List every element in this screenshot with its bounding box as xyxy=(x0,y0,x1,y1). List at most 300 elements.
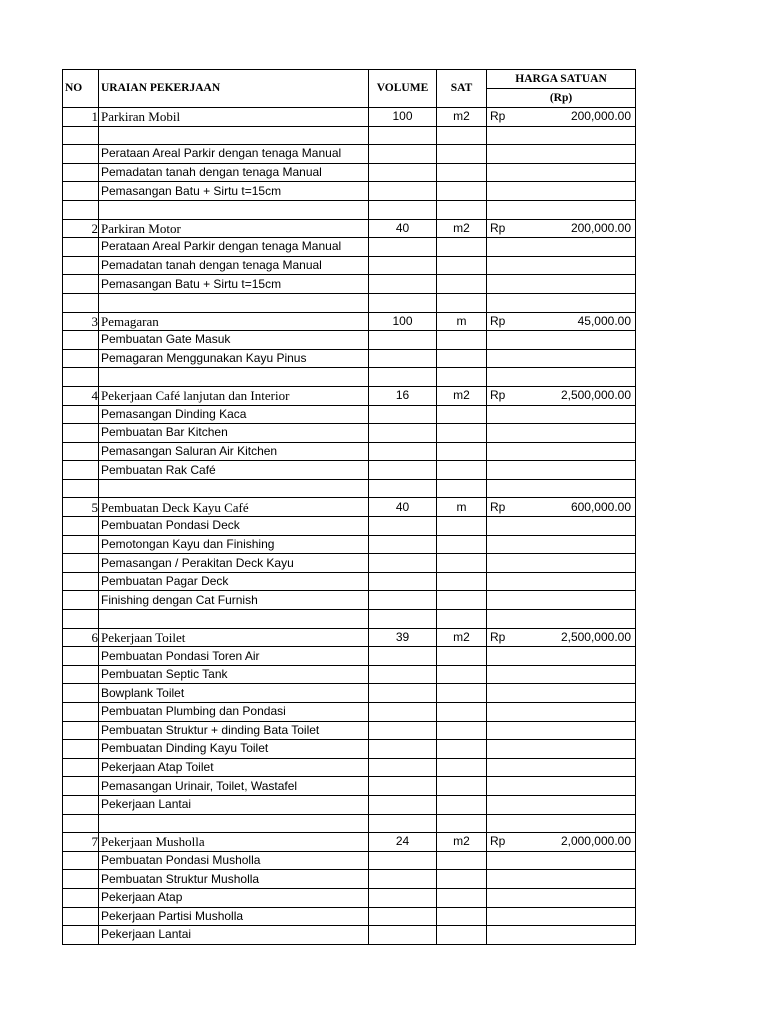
item-uraian: Pembuatan Bar Kitchen xyxy=(99,424,369,443)
item-no xyxy=(63,442,99,461)
item-currency xyxy=(487,145,517,164)
item-sat xyxy=(437,517,487,536)
item-sat xyxy=(437,331,487,350)
item-currency xyxy=(487,238,517,257)
item-price xyxy=(517,275,636,294)
section-currency: Rp xyxy=(487,108,517,127)
section-sat: m2 xyxy=(437,386,487,405)
section-row xyxy=(63,219,636,238)
item-sat xyxy=(437,405,487,424)
item-uraian: Pemotongan Kayu dan Finishing xyxy=(99,535,369,554)
item-uraian: Pembuatan Septic Tank xyxy=(99,665,369,684)
cell-uraian xyxy=(99,610,369,629)
item-volume xyxy=(369,665,437,684)
item-uraian: Pemasangan Batu + Sirtu t=15cm xyxy=(99,275,369,294)
item-volume xyxy=(369,888,437,907)
item-price xyxy=(517,331,636,350)
header-no: NO xyxy=(63,70,99,108)
item-price xyxy=(517,795,636,814)
item-row xyxy=(63,349,636,368)
item-currency xyxy=(487,888,517,907)
item-no xyxy=(63,703,99,722)
cell-sat xyxy=(437,479,487,498)
item-uraian: Pembuatan Dinding Kayu Toilet xyxy=(99,740,369,759)
section-currency: Rp xyxy=(487,628,517,647)
item-no xyxy=(63,554,99,573)
item-no xyxy=(63,163,99,182)
item-no xyxy=(63,777,99,796)
item-sat xyxy=(437,442,487,461)
item-no xyxy=(63,851,99,870)
cell-no xyxy=(63,200,99,219)
cell-no xyxy=(63,368,99,387)
item-uraian: Bowplank Toilet xyxy=(99,684,369,703)
item-no xyxy=(63,740,99,759)
cell-price xyxy=(517,200,636,219)
item-row xyxy=(63,777,636,796)
item-row xyxy=(63,740,636,759)
section-sat: m2 xyxy=(437,219,487,238)
section-price: 2,000,000.00 xyxy=(517,833,636,852)
item-price xyxy=(517,740,636,759)
cell-sat xyxy=(437,610,487,629)
item-volume xyxy=(369,795,437,814)
item-price xyxy=(517,424,636,443)
item-sat xyxy=(437,851,487,870)
section-number: 7 xyxy=(63,833,99,852)
item-no xyxy=(63,256,99,275)
item-row xyxy=(63,851,636,870)
section-currency: Rp xyxy=(487,833,517,852)
section-price: 2,500,000.00 xyxy=(517,386,636,405)
section-sat: m2 xyxy=(437,628,487,647)
cell-volume xyxy=(369,126,437,145)
section-number: 1 xyxy=(63,108,99,127)
item-currency xyxy=(487,535,517,554)
item-sat xyxy=(437,795,487,814)
cell-sat xyxy=(437,200,487,219)
item-price xyxy=(517,256,636,275)
item-row xyxy=(63,182,636,201)
item-volume xyxy=(369,145,437,164)
item-row xyxy=(63,535,636,554)
item-row xyxy=(63,405,636,424)
item-currency xyxy=(487,182,517,201)
item-row xyxy=(63,795,636,814)
item-currency xyxy=(487,647,517,666)
section-row xyxy=(63,312,636,331)
section-volume: 16 xyxy=(369,386,437,405)
item-volume xyxy=(369,349,437,368)
cell-price xyxy=(517,479,636,498)
section-sat: m2 xyxy=(437,833,487,852)
item-row xyxy=(63,572,636,591)
item-row xyxy=(63,870,636,889)
item-uraian: Pembuatan Pondasi Deck xyxy=(99,517,369,536)
item-price xyxy=(517,163,636,182)
item-currency xyxy=(487,591,517,610)
section-number: 3 xyxy=(63,312,99,331)
cell-no xyxy=(63,126,99,145)
item-row xyxy=(63,888,636,907)
cell-uraian xyxy=(99,293,369,312)
item-volume xyxy=(369,870,437,889)
item-sat xyxy=(437,275,487,294)
item-price xyxy=(517,888,636,907)
item-uraian: Pembuatan Rak Café xyxy=(99,461,369,480)
item-sat xyxy=(437,647,487,666)
item-row xyxy=(63,758,636,777)
item-sat xyxy=(437,424,487,443)
section-currency: Rp xyxy=(487,498,517,517)
item-sat xyxy=(437,684,487,703)
spacer-row xyxy=(63,479,636,498)
item-row xyxy=(63,703,636,722)
item-sat xyxy=(437,777,487,796)
item-price xyxy=(517,442,636,461)
item-volume xyxy=(369,461,437,480)
item-volume xyxy=(369,703,437,722)
item-volume xyxy=(369,851,437,870)
item-currency xyxy=(487,851,517,870)
item-sat xyxy=(437,703,487,722)
item-uraian: Perataan Areal Parkir dengan tenaga Manual xyxy=(99,238,369,257)
item-price xyxy=(517,647,636,666)
section-row xyxy=(63,628,636,647)
item-uraian: Pembuatan Gate Masuk xyxy=(99,331,369,350)
item-uraian: Pembuatan Struktur Musholla xyxy=(99,870,369,889)
item-no xyxy=(63,572,99,591)
header-row xyxy=(63,70,636,89)
item-volume xyxy=(369,684,437,703)
section-title: Pekerjaan Café lanjutan dan Interior xyxy=(99,386,369,405)
item-currency xyxy=(487,795,517,814)
item-currency xyxy=(487,758,517,777)
item-no xyxy=(63,331,99,350)
item-price xyxy=(517,926,636,945)
item-currency xyxy=(487,572,517,591)
header-harga-unit: (Rp) xyxy=(487,89,636,108)
item-no xyxy=(63,926,99,945)
section-title: Parkiran Mobil xyxy=(99,108,369,127)
item-sat xyxy=(437,721,487,740)
item-uraian: Pemasangan / Perakitan Deck Kayu xyxy=(99,554,369,573)
item-no xyxy=(63,870,99,889)
item-price xyxy=(517,777,636,796)
header-uraian: URAIAN PEKERJAAN xyxy=(99,70,369,108)
cell-currency xyxy=(487,293,517,312)
item-row xyxy=(63,256,636,275)
item-volume xyxy=(369,256,437,275)
item-row xyxy=(63,591,636,610)
section-sat: m xyxy=(437,498,487,517)
cell-sat xyxy=(437,368,487,387)
item-uraian: Pemadatan tanah dengan tenaga Manual xyxy=(99,163,369,182)
item-sat xyxy=(437,740,487,759)
spacer-row xyxy=(63,293,636,312)
cell-uraian xyxy=(99,368,369,387)
item-row xyxy=(63,424,636,443)
item-row xyxy=(63,721,636,740)
item-volume xyxy=(369,182,437,201)
table-body xyxy=(63,70,636,945)
spacer-row xyxy=(63,200,636,219)
section-title: Pemagaran xyxy=(99,312,369,331)
item-no xyxy=(63,665,99,684)
section-volume: 100 xyxy=(369,108,437,127)
section-currency: Rp xyxy=(487,219,517,238)
item-uraian: Pembuatan Pondasi Toren Air xyxy=(99,647,369,666)
item-volume xyxy=(369,442,437,461)
item-volume xyxy=(369,907,437,926)
item-price xyxy=(517,182,636,201)
section-sat: m2 xyxy=(437,108,487,127)
item-sat xyxy=(437,535,487,554)
cell-currency xyxy=(487,479,517,498)
item-no xyxy=(63,647,99,666)
item-price xyxy=(517,703,636,722)
item-no xyxy=(63,684,99,703)
spacer-row xyxy=(63,610,636,629)
cell-sat xyxy=(437,814,487,833)
item-volume xyxy=(369,331,437,350)
item-currency xyxy=(487,349,517,368)
item-uraian: Pembuatan Struktur + dinding Bata Toilet xyxy=(99,721,369,740)
item-currency xyxy=(487,461,517,480)
item-no xyxy=(63,517,99,536)
section-number: 4 xyxy=(63,386,99,405)
item-price xyxy=(517,517,636,536)
item-no xyxy=(63,349,99,368)
item-uraian: Pekerjaan Atap xyxy=(99,888,369,907)
item-volume xyxy=(369,721,437,740)
item-volume xyxy=(369,758,437,777)
item-uraian: Pemadatan tanah dengan tenaga Manual xyxy=(99,256,369,275)
section-currency: Rp xyxy=(487,386,517,405)
item-no xyxy=(63,758,99,777)
cell-no xyxy=(63,610,99,629)
cell-volume xyxy=(369,293,437,312)
item-sat xyxy=(437,182,487,201)
item-volume xyxy=(369,572,437,591)
item-sat xyxy=(437,888,487,907)
item-sat xyxy=(437,870,487,889)
cell-currency xyxy=(487,368,517,387)
section-volume: 40 xyxy=(369,219,437,238)
item-volume xyxy=(369,647,437,666)
cell-uraian xyxy=(99,814,369,833)
item-row xyxy=(63,275,636,294)
item-uraian: Pekerjaan Lantai xyxy=(99,795,369,814)
item-price xyxy=(517,405,636,424)
item-row xyxy=(63,461,636,480)
cell-volume xyxy=(369,368,437,387)
item-currency xyxy=(487,926,517,945)
section-volume: 39 xyxy=(369,628,437,647)
item-no xyxy=(63,721,99,740)
cell-uraian xyxy=(99,479,369,498)
item-row xyxy=(63,554,636,573)
item-sat xyxy=(437,907,487,926)
item-price xyxy=(517,238,636,257)
item-price xyxy=(517,591,636,610)
item-volume xyxy=(369,275,437,294)
item-row xyxy=(63,163,636,182)
cell-price xyxy=(517,368,636,387)
section-currency: Rp xyxy=(487,312,517,331)
section-title: Pekerjaan Toilet xyxy=(99,628,369,647)
header-sat: SAT xyxy=(437,70,487,108)
item-row xyxy=(63,145,636,164)
item-volume xyxy=(369,535,437,554)
item-currency xyxy=(487,740,517,759)
item-currency xyxy=(487,907,517,926)
section-volume: 100 xyxy=(369,312,437,331)
item-price xyxy=(517,665,636,684)
item-price xyxy=(517,349,636,368)
item-no xyxy=(63,907,99,926)
cell-uraian xyxy=(99,126,369,145)
item-currency xyxy=(487,554,517,573)
item-price xyxy=(517,907,636,926)
item-currency xyxy=(487,256,517,275)
item-uraian: Pemagaran Menggunakan Kayu Pinus xyxy=(99,349,369,368)
header-volume: VOLUME xyxy=(369,70,437,108)
cell-sat xyxy=(437,126,487,145)
item-currency xyxy=(487,684,517,703)
cell-price xyxy=(517,610,636,629)
cell-price xyxy=(517,293,636,312)
item-sat xyxy=(437,238,487,257)
section-price: 45,000.00 xyxy=(517,312,636,331)
item-no xyxy=(63,461,99,480)
item-currency xyxy=(487,870,517,889)
item-no xyxy=(63,795,99,814)
item-uraian: Finishing dengan Cat Furnish xyxy=(99,591,369,610)
item-row xyxy=(63,684,636,703)
section-price: 200,000.00 xyxy=(517,219,636,238)
item-volume xyxy=(369,163,437,182)
item-uraian: Pembuatan Plumbing dan Pondasi xyxy=(99,703,369,722)
cell-currency xyxy=(487,610,517,629)
cell-price xyxy=(517,126,636,145)
item-volume xyxy=(369,926,437,945)
cell-no xyxy=(63,479,99,498)
section-sat: m xyxy=(437,312,487,331)
cell-volume xyxy=(369,610,437,629)
cell-volume xyxy=(369,814,437,833)
section-title: Pembuatan Deck Kayu Café xyxy=(99,498,369,517)
blank-row xyxy=(63,126,636,145)
item-price xyxy=(517,535,636,554)
item-row xyxy=(63,665,636,684)
item-row xyxy=(63,442,636,461)
cell-uraian xyxy=(99,200,369,219)
item-price xyxy=(517,851,636,870)
item-row xyxy=(63,907,636,926)
item-uraian: Pemasangan Dinding Kaca xyxy=(99,405,369,424)
item-no xyxy=(63,182,99,201)
item-price xyxy=(517,684,636,703)
item-price xyxy=(517,461,636,480)
item-currency xyxy=(487,405,517,424)
item-price xyxy=(517,870,636,889)
cell-price xyxy=(517,814,636,833)
item-currency xyxy=(487,442,517,461)
section-row xyxy=(63,498,636,517)
item-uraian: Pekerjaan Lantai xyxy=(99,926,369,945)
item-no xyxy=(63,888,99,907)
item-volume xyxy=(369,554,437,573)
section-volume: 24 xyxy=(369,833,437,852)
item-currency xyxy=(487,721,517,740)
header-harga: HARGA SATUAN xyxy=(487,70,636,89)
item-volume xyxy=(369,405,437,424)
item-no xyxy=(63,535,99,554)
spacer-row xyxy=(63,814,636,833)
item-sat xyxy=(437,145,487,164)
item-currency xyxy=(487,703,517,722)
item-no xyxy=(63,405,99,424)
section-number: 2 xyxy=(63,219,99,238)
item-sat xyxy=(437,572,487,591)
item-sat xyxy=(437,554,487,573)
item-uraian: Pemasangan Urinair, Toilet, Wastafel xyxy=(99,777,369,796)
item-sat xyxy=(437,665,487,684)
item-sat xyxy=(437,461,487,480)
item-price xyxy=(517,721,636,740)
cell-volume xyxy=(369,200,437,219)
item-uraian: Pekerjaan Partisi Musholla xyxy=(99,907,369,926)
item-uraian: Pekerjaan Atap Toilet xyxy=(99,758,369,777)
section-volume: 40 xyxy=(369,498,437,517)
item-sat xyxy=(437,349,487,368)
cell-volume xyxy=(369,479,437,498)
item-uraian: Pembuatan Pondasi Musholla xyxy=(99,851,369,870)
item-currency xyxy=(487,517,517,536)
item-volume xyxy=(369,517,437,536)
item-price xyxy=(517,145,636,164)
item-sat xyxy=(437,758,487,777)
item-volume xyxy=(369,424,437,443)
item-volume xyxy=(369,740,437,759)
section-number: 6 xyxy=(63,628,99,647)
item-uraian: Pemasangan Batu + Sirtu t=15cm xyxy=(99,182,369,201)
item-currency xyxy=(487,163,517,182)
cell-currency xyxy=(487,200,517,219)
item-currency xyxy=(487,665,517,684)
item-sat xyxy=(437,591,487,610)
item-no xyxy=(63,238,99,257)
item-row xyxy=(63,926,636,945)
cell-no xyxy=(63,293,99,312)
item-row xyxy=(63,238,636,257)
section-row xyxy=(63,386,636,405)
item-no xyxy=(63,424,99,443)
item-volume xyxy=(369,238,437,257)
item-sat xyxy=(437,926,487,945)
section-title: Parkiran Motor xyxy=(99,219,369,238)
cell-currency xyxy=(487,814,517,833)
item-volume xyxy=(369,777,437,796)
section-row xyxy=(63,833,636,852)
item-row xyxy=(63,647,636,666)
item-sat xyxy=(437,256,487,275)
item-sat xyxy=(437,163,487,182)
item-currency xyxy=(487,275,517,294)
item-uraian: Pembuatan Pagar Deck xyxy=(99,572,369,591)
section-price: 600,000.00 xyxy=(517,498,636,517)
